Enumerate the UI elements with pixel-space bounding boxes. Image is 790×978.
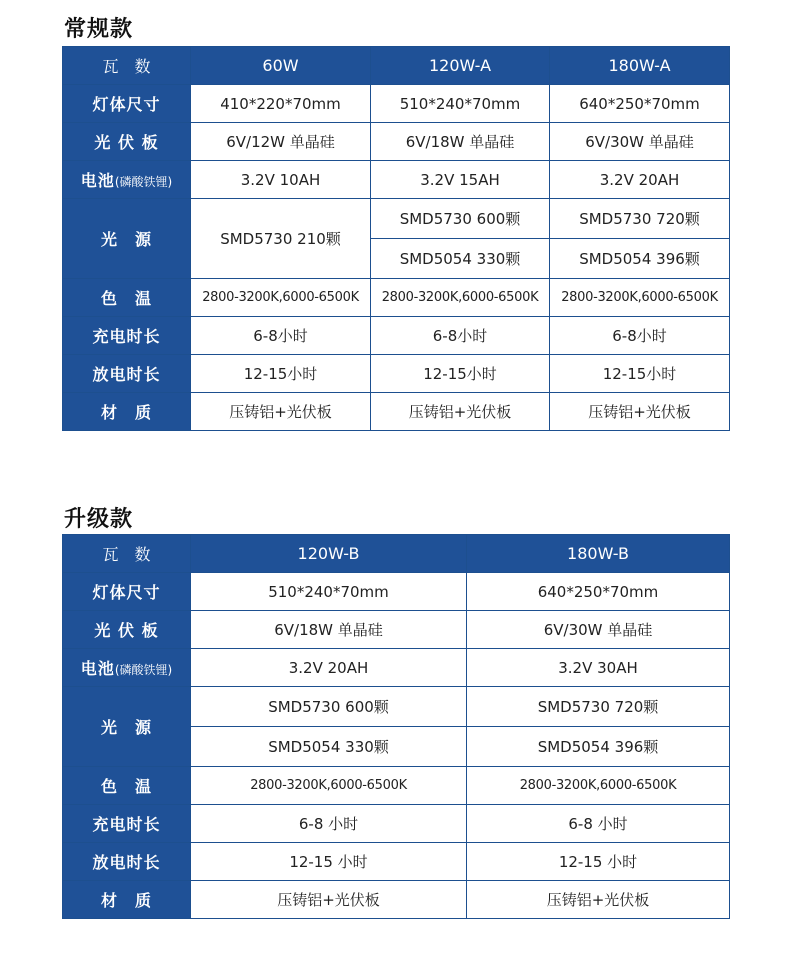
battery-note: (磷酸铁锂) (114, 175, 173, 189)
cell: 12-15 小时 (467, 843, 730, 881)
cell: SMD5054 330颗 (371, 239, 550, 279)
table-row (63, 161, 730, 199)
row-label-light: 光 源 (63, 687, 191, 767)
row-label-battery (63, 161, 191, 199)
cell: 6V/18W 单晶硅 (371, 123, 550, 161)
cell: 12-15小时 (550, 355, 730, 393)
table-row (63, 649, 730, 687)
cell: 2800-3200K,6000-6500K (191, 767, 467, 805)
row-label-material: 材 质 (63, 393, 191, 431)
cell: 6V/12W 单晶硅 (191, 123, 371, 161)
table-row (63, 611, 730, 649)
cell: 压铸铝+光伏板 (371, 393, 550, 431)
cell: SMD5730 600颗 (371, 199, 550, 239)
header-model-60w: 60W (191, 47, 371, 85)
row-label-size: 灯体尺寸 (63, 85, 191, 123)
battery-note: (磷酸铁锂) (114, 663, 173, 677)
cell: SMD5730 720颗 (550, 199, 730, 239)
cell: 6-8小时 (550, 317, 730, 355)
cell: 640*250*70mm (467, 573, 730, 611)
cell: 6V/18W 单晶硅 (191, 611, 467, 649)
row-label-panel: 光 伏 板 (63, 611, 191, 649)
row-label-discharge: 放电时长 (63, 843, 191, 881)
cell: 6-8小时 (371, 317, 550, 355)
cell: 3.2V 20AH (550, 161, 730, 199)
table-row (63, 767, 730, 805)
cell: 6-8 小时 (191, 805, 467, 843)
row-label-light: 光 源 (63, 199, 191, 279)
cell: 6V/30W 单晶硅 (550, 123, 730, 161)
cell: 压铸铝+光伏板 (191, 393, 371, 431)
row-label-temp: 色 温 (63, 767, 191, 805)
table-row (63, 687, 730, 727)
cell: 2800-3200K,6000-6500K (371, 279, 550, 317)
cell: 3.2V 15AH (371, 161, 550, 199)
cell: SMD5730 720颗 (467, 687, 730, 727)
regular-spec-table (62, 46, 730, 431)
table-row (63, 573, 730, 611)
header-model-180w-a: 180W-A (550, 47, 730, 85)
table-row (63, 85, 730, 123)
header-model-180w-b: 180W-B (467, 535, 730, 573)
table-row (63, 843, 730, 881)
cell: 3.2V 20AH (191, 649, 467, 687)
row-label-size: 灯体尺寸 (63, 573, 191, 611)
cell: 压铸铝+光伏板 (467, 881, 730, 919)
cell: SMD5054 330颗 (191, 727, 467, 767)
cell: 12-15 小时 (191, 843, 467, 881)
header-model-120w-a: 120W-A (371, 47, 550, 85)
cell: 2800-3200K,6000-6500K (550, 279, 730, 317)
table-row (63, 393, 730, 431)
row-label-material: 材 质 (63, 881, 191, 919)
table-row (63, 881, 730, 919)
table-row (63, 317, 730, 355)
battery-label: 电池 (80, 659, 115, 678)
table-row (63, 355, 730, 393)
cell: 3.2V 30AH (467, 649, 730, 687)
cell: SMD5730 210颗 (191, 199, 371, 279)
row-label-battery (63, 649, 191, 687)
table-row (63, 199, 730, 239)
cell: 2800-3200K,6000-6500K (467, 767, 730, 805)
header-wattage: 瓦 数 (63, 535, 191, 573)
cell: 410*220*70mm (191, 85, 371, 123)
cell: 2800-3200K,6000-6500K (191, 279, 371, 317)
cell: SMD5730 600颗 (191, 687, 467, 727)
cell: 3.2V 10AH (191, 161, 371, 199)
row-label-charge: 充电时长 (63, 805, 191, 843)
cell: 6V/30W 单晶硅 (467, 611, 730, 649)
row-label-discharge: 放电时长 (63, 355, 191, 393)
upgraded-spec-table (62, 534, 730, 919)
cell: 12-15小时 (191, 355, 371, 393)
cell: 640*250*70mm (550, 85, 730, 123)
regular-section-title: 常规款 (64, 17, 134, 42)
table-header-row (63, 535, 730, 573)
cell: 12-15小时 (371, 355, 550, 393)
cell: 510*240*70mm (191, 573, 467, 611)
cell: 压铸铝+光伏板 (191, 881, 467, 919)
battery-label: 电池 (80, 171, 115, 190)
upgraded-section-title: 升级款 (64, 507, 134, 532)
row-label-temp: 色 温 (63, 279, 191, 317)
table-row (63, 805, 730, 843)
cell: 6-8 小时 (467, 805, 730, 843)
cell: SMD5054 396颗 (467, 727, 730, 767)
cell: SMD5054 396颗 (550, 239, 730, 279)
table-row (63, 279, 730, 317)
row-label-panel: 光 伏 板 (63, 123, 191, 161)
table-header-row (63, 47, 730, 85)
cell: 6-8小时 (191, 317, 371, 355)
table-row (63, 123, 730, 161)
header-model-120w-b: 120W-B (191, 535, 467, 573)
header-wattage: 瓦 数 (63, 47, 191, 85)
cell: 510*240*70mm (371, 85, 550, 123)
row-label-charge: 充电时长 (63, 317, 191, 355)
cell: 压铸铝+光伏板 (550, 393, 730, 431)
